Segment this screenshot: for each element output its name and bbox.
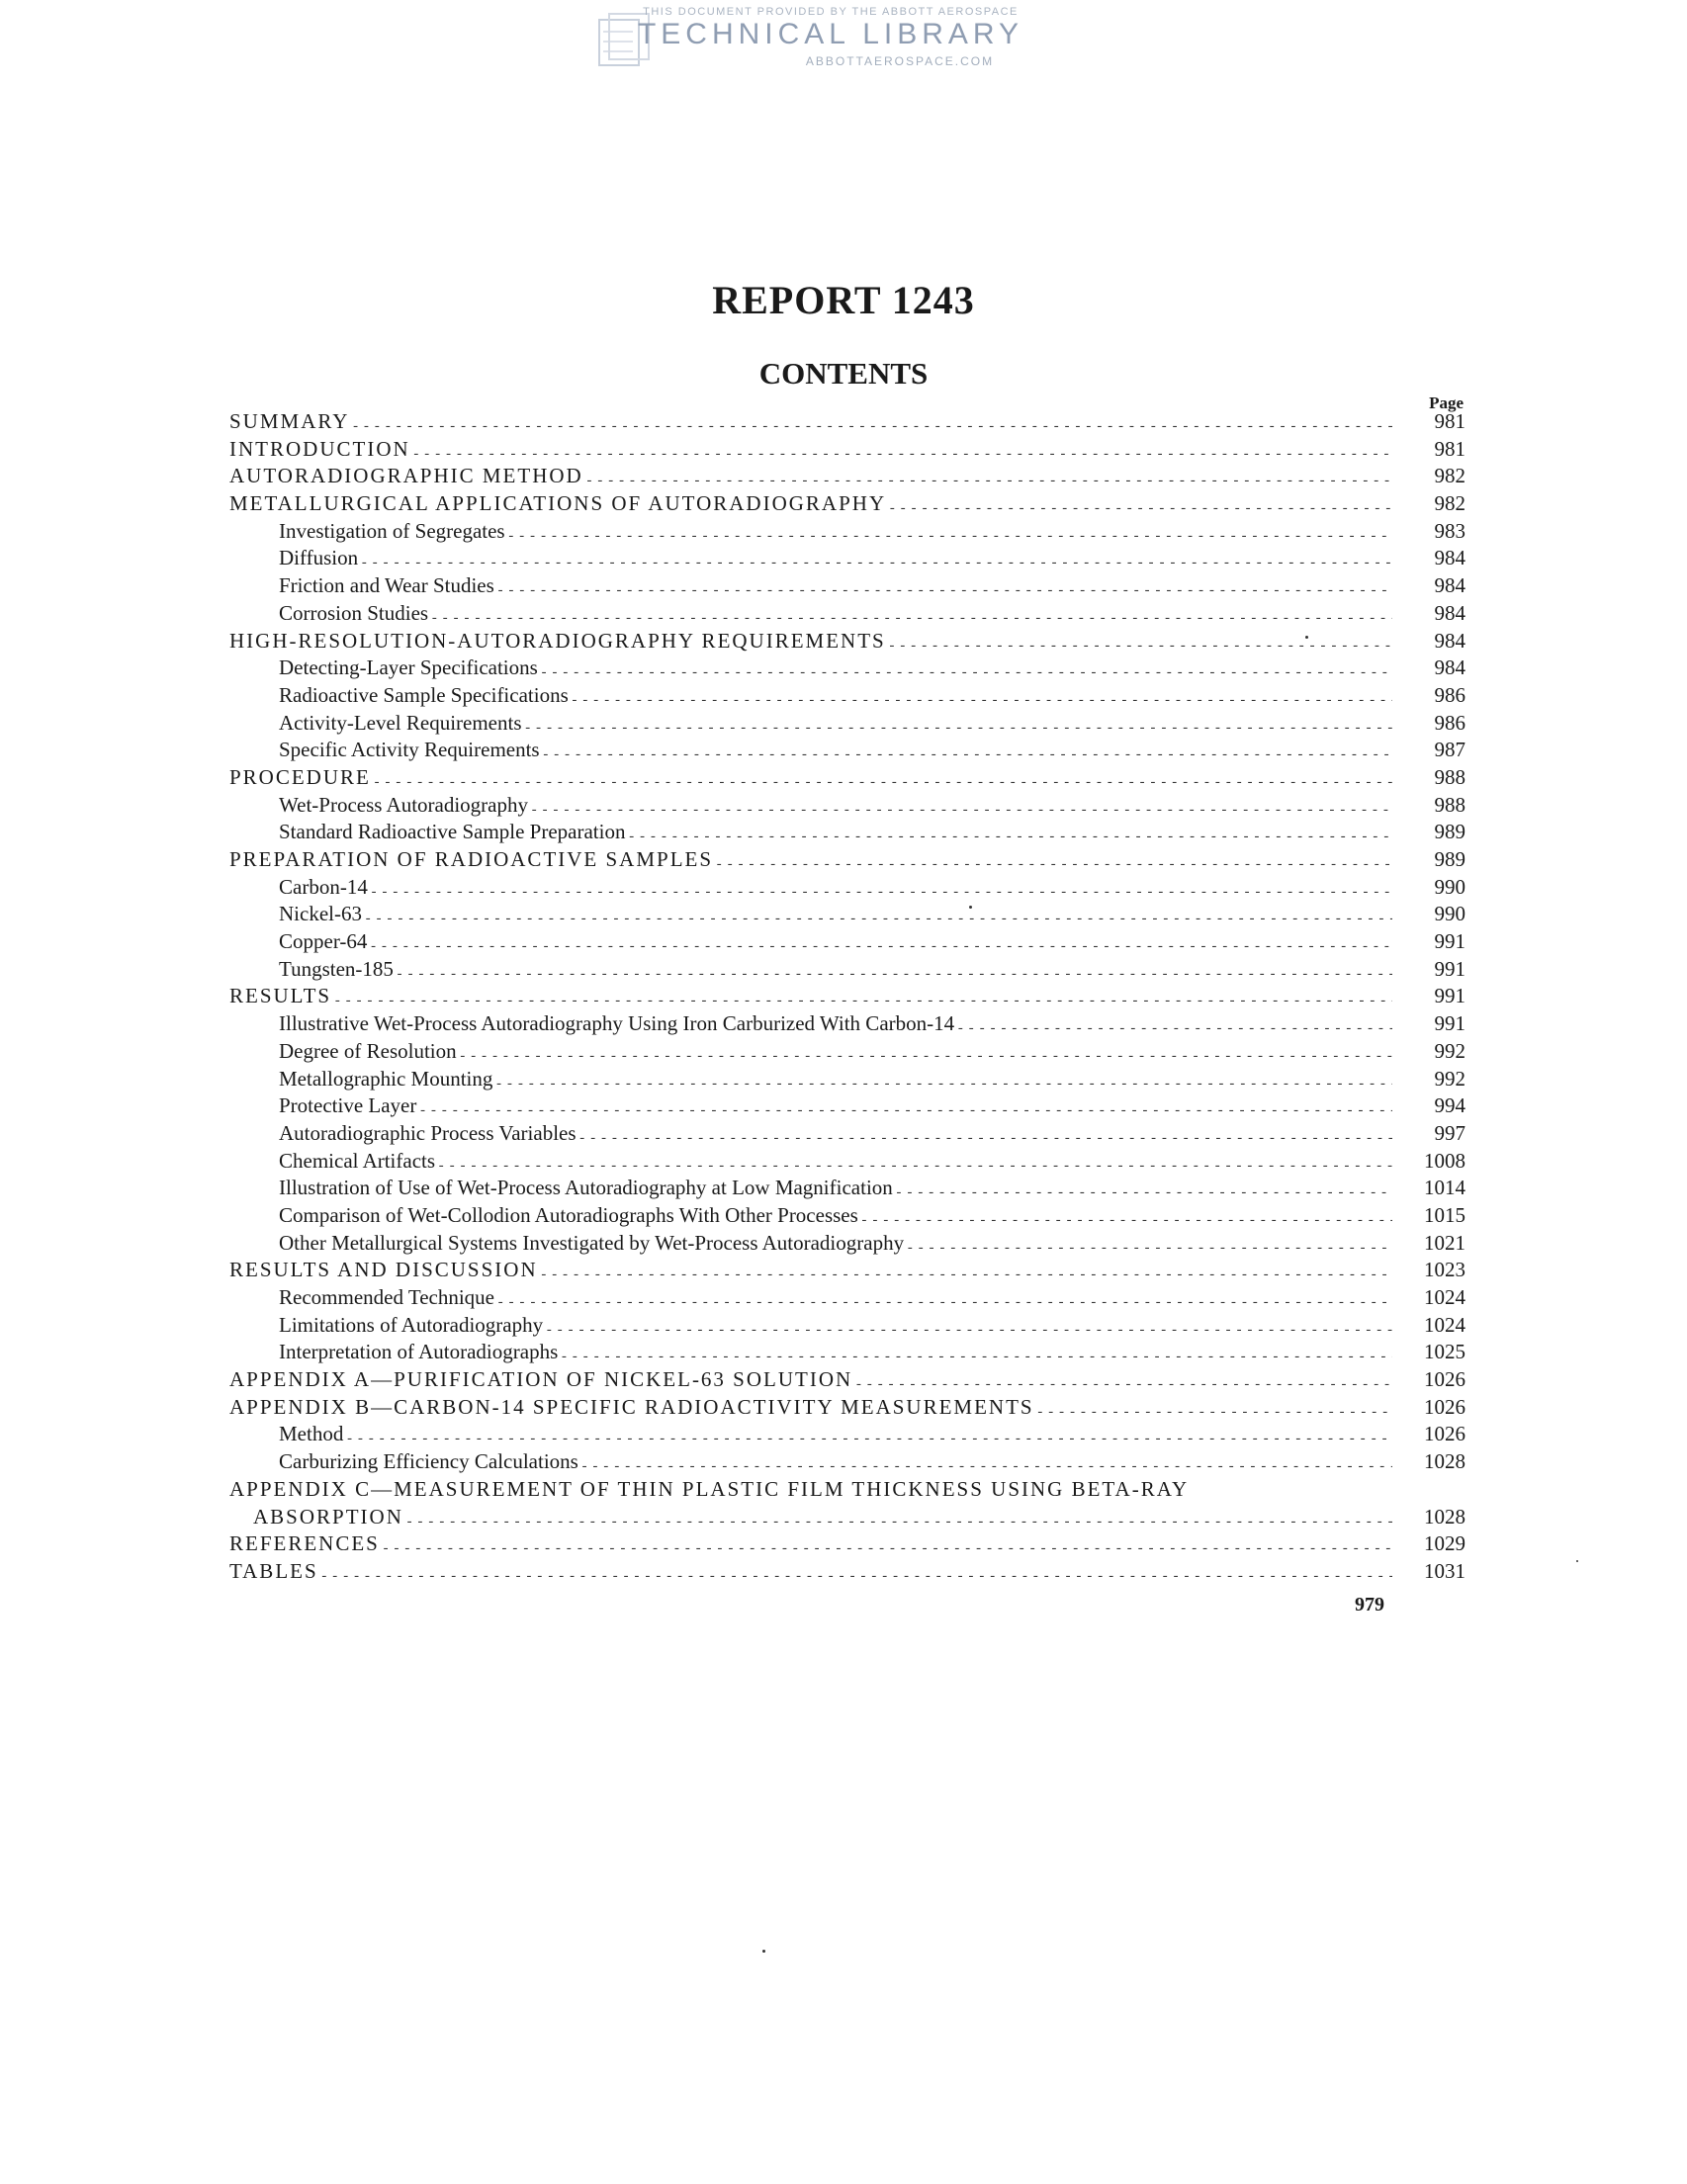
toc-entry-page: 991 bbox=[1434, 956, 1465, 981]
toc-entry-page: 1026 bbox=[1424, 1422, 1465, 1446]
toc-entry bbox=[229, 820, 1465, 847]
toc-entry-page: 1029 bbox=[1424, 1531, 1465, 1556]
toc-entry bbox=[229, 464, 1465, 491]
toc-entry-page: 988 bbox=[1434, 792, 1465, 817]
toc-entry-page: 986 bbox=[1434, 682, 1465, 707]
report-title: REPORT 1243 bbox=[712, 278, 975, 322]
toc-leader bbox=[860, 1213, 1392, 1229]
toc-entry-page: 1028 bbox=[1424, 1504, 1465, 1529]
toc-leader bbox=[437, 1159, 1392, 1175]
toc-entry-page: 1026 bbox=[1424, 1394, 1465, 1419]
toc-entry-title: TABLES bbox=[229, 1558, 318, 1583]
toc-entry-page: 1014 bbox=[1424, 1176, 1465, 1200]
toc-entry-title: APPENDIX B—CARBON-14 SPECIFIC RADIOACTIVITY MEASUREMENTS bbox=[229, 1394, 1034, 1419]
toc-entry bbox=[229, 1340, 1465, 1367]
toc-leader bbox=[396, 967, 1392, 983]
toc-entry bbox=[229, 738, 1465, 765]
toc-leader bbox=[524, 721, 1392, 737]
toc-entry bbox=[229, 957, 1465, 985]
toc-entry bbox=[229, 683, 1465, 711]
toc-entry-page: 991 bbox=[1434, 984, 1465, 1008]
toc-entry-page: 982 bbox=[1434, 491, 1465, 516]
toc-entry bbox=[229, 1559, 1465, 1587]
toc-leader bbox=[545, 1323, 1392, 1339]
toc-leader bbox=[888, 501, 1392, 517]
watermark-header bbox=[593, 2, 1068, 71]
toc-entry-title: RESULTS bbox=[229, 984, 332, 1008]
toc-entry-title: Specific Activity Requirements bbox=[279, 738, 540, 762]
toc-entry-page: 984 bbox=[1434, 600, 1465, 625]
toc-entry-page: 984 bbox=[1434, 628, 1465, 653]
toc-entry-title: Limitations of Autoradiography bbox=[279, 1312, 544, 1337]
toc-entry-title: INTRODUCTION bbox=[229, 436, 410, 461]
scan-speck bbox=[969, 906, 972, 909]
toc-entry-title: Other Metallurgical Systems Investigated by Wet-Process Autoradiography bbox=[279, 1230, 905, 1255]
toc-entry bbox=[229, 409, 1465, 437]
toc-entry-page: 987 bbox=[1434, 738, 1465, 762]
toc-leader bbox=[351, 419, 1392, 435]
toc-entry bbox=[229, 1258, 1465, 1285]
toc-entry-page: 994 bbox=[1434, 1093, 1465, 1118]
toc-leader bbox=[715, 857, 1392, 873]
toc-leader bbox=[540, 1267, 1392, 1283]
toc-entry-title: Comparison of Wet-Collodion Autoradiographs With Other Processes bbox=[279, 1202, 858, 1227]
toc-entry-title: Metallographic Mounting bbox=[279, 1066, 493, 1091]
toc-entry bbox=[229, 929, 1465, 957]
toc-entry-page: 1028 bbox=[1424, 1449, 1465, 1474]
scan-speck bbox=[1576, 1560, 1578, 1562]
toc-leader bbox=[369, 939, 1392, 955]
toc-entry-page: 989 bbox=[1434, 820, 1465, 844]
toc-entry-page: 988 bbox=[1434, 764, 1465, 789]
toc-entry bbox=[229, 1203, 1465, 1231]
page-number: 979 bbox=[1355, 1594, 1384, 1616]
toc-entry bbox=[229, 1531, 1465, 1559]
toc-entry-page: 991 bbox=[1434, 1011, 1465, 1036]
toc-leader bbox=[888, 639, 1392, 655]
toc-entry-title: Autoradiographic Process Variables bbox=[279, 1120, 577, 1145]
toc-entry bbox=[229, 847, 1465, 875]
toc-entry bbox=[229, 519, 1465, 547]
toc-entry bbox=[229, 875, 1465, 903]
toc-entry bbox=[229, 491, 1465, 519]
toc-entry-title: Wet-Process Autoradiography bbox=[279, 792, 528, 817]
toc-entry bbox=[229, 1367, 1465, 1395]
toc-leader bbox=[578, 1131, 1392, 1147]
toc-leader bbox=[360, 556, 1392, 571]
scan-speck bbox=[762, 1950, 765, 1953]
toc-leader bbox=[494, 1077, 1392, 1092]
watermark-provider-line: THIS DOCUMENT PROVIDED BY THE ABBOTT AEROSPACE bbox=[643, 6, 1019, 18]
toc-entry-title: Interpretation of Autoradiographs bbox=[279, 1340, 559, 1364]
toc-entry-page: 1031 bbox=[1424, 1558, 1465, 1583]
toc-entry-title: Carbon-14 bbox=[279, 874, 368, 899]
toc-leader bbox=[585, 474, 1392, 489]
toc-entry-title: Diffusion bbox=[279, 546, 359, 570]
toc-entry-title: PROCEDURE bbox=[229, 764, 371, 789]
toc-entry-page: 1008 bbox=[1424, 1148, 1465, 1173]
toc-entry bbox=[229, 1422, 1465, 1449]
toc-entry-page: 1025 bbox=[1424, 1340, 1465, 1364]
toc-entry bbox=[229, 1313, 1465, 1341]
toc-leader bbox=[412, 447, 1392, 463]
toc-entry-title: Radioactive Sample Specifications bbox=[279, 682, 569, 707]
toc-entry-title: REFERENCES bbox=[229, 1531, 380, 1556]
toc-entry-title: APPENDIX C—MEASUREMENT OF THIN PLASTIC FILM THICKNESS USING BETA-RAY bbox=[229, 1476, 1190, 1501]
toc-entry bbox=[229, 573, 1465, 601]
toc-entry-title: Method bbox=[279, 1422, 344, 1446]
toc-entry bbox=[229, 1477, 1465, 1505]
toc-entry bbox=[229, 629, 1465, 656]
toc-entry-title: Illustrative Wet-Process Autoradiography Using Iron Carburized With Carbon-14 bbox=[279, 1011, 955, 1036]
toc-leader bbox=[370, 885, 1392, 901]
toc-entry-title: SUMMARY bbox=[229, 409, 350, 433]
toc-entry bbox=[229, 1285, 1465, 1313]
toc-entry bbox=[229, 1449, 1465, 1477]
toc-entry bbox=[229, 793, 1465, 821]
toc-leader bbox=[507, 529, 1392, 545]
toc-leader bbox=[956, 1021, 1392, 1037]
scan-speck bbox=[1305, 636, 1308, 639]
toc-leader bbox=[496, 583, 1392, 599]
toc-entry-page: 1015 bbox=[1424, 1202, 1465, 1227]
toc-entry-title: APPENDIX A—PURIFICATION OF NICKEL-63 SOLUTION bbox=[229, 1367, 853, 1392]
toc-entry-page: 991 bbox=[1434, 929, 1465, 954]
toc-entry bbox=[229, 655, 1465, 683]
toc-entry bbox=[229, 1149, 1465, 1177]
toc-entry-title: Activity-Level Requirements bbox=[279, 710, 522, 735]
toc-entry bbox=[229, 1039, 1465, 1067]
toc-entry-title: Tungsten-185 bbox=[279, 956, 394, 981]
watermark-url: ABBOTTAEROSPACE.COM bbox=[805, 54, 995, 68]
toc-entry bbox=[229, 984, 1465, 1011]
toc-entry-title: Investigation of Segregates bbox=[279, 518, 505, 543]
toc-leader bbox=[530, 803, 1392, 819]
toc-entry bbox=[229, 902, 1465, 929]
toc-entry-page: 984 bbox=[1434, 546, 1465, 570]
toc-entry-page: 990 bbox=[1434, 874, 1465, 899]
toc-leader bbox=[895, 1185, 1392, 1201]
toc-entry-page: 1023 bbox=[1424, 1258, 1465, 1282]
toc-leader bbox=[580, 1459, 1392, 1475]
toc-entry-title: Degree of Resolution bbox=[279, 1038, 457, 1063]
toc-entry-page: 992 bbox=[1434, 1066, 1465, 1091]
toc-entry-title: RESULTS AND DISCUSSION bbox=[229, 1258, 538, 1282]
toc-leader bbox=[459, 1049, 1392, 1065]
toc-entry-title: Friction and Wear Studies bbox=[279, 573, 494, 598]
toc-entry bbox=[229, 601, 1465, 629]
toc-entry-title: Standard Radioactive Sample Preparation bbox=[279, 820, 626, 844]
toc-entry-page: 1026 bbox=[1424, 1367, 1465, 1392]
contents-heading: CONTENTS bbox=[758, 356, 929, 391]
toc-entry-page: 990 bbox=[1434, 902, 1465, 926]
toc-entry bbox=[229, 711, 1465, 739]
toc-entry bbox=[229, 1231, 1465, 1259]
toc-entry-title: PREPARATION OF RADIOACTIVE SAMPLES bbox=[229, 847, 714, 871]
toc-entry-page: 984 bbox=[1434, 573, 1465, 598]
toc-entry-page: 981 bbox=[1434, 436, 1465, 461]
toc-entry-page: 981 bbox=[1434, 409, 1465, 433]
toc-entry-title: HIGH-RESOLUTION-AUTORADIOGRAPHY REQUIREMENTS bbox=[229, 628, 886, 653]
toc-entry-title: METALLURGICAL APPLICATIONS OF AUTORADIOGRAPHY bbox=[229, 491, 887, 516]
toc-entry bbox=[229, 1011, 1465, 1039]
toc-entry-title: Illustration of Use of Wet-Process Autoradiography at Low Magnification bbox=[279, 1176, 893, 1200]
toc-entry bbox=[229, 1176, 1465, 1203]
toc-leader bbox=[571, 693, 1392, 709]
toc-entry bbox=[229, 1067, 1465, 1094]
toc-entry-page: 983 bbox=[1434, 518, 1465, 543]
toc-leader bbox=[854, 1377, 1392, 1393]
toc-leader bbox=[333, 994, 1392, 1009]
toc-entry-page: 1024 bbox=[1424, 1312, 1465, 1337]
toc-entry bbox=[229, 765, 1465, 793]
toc-leader bbox=[364, 912, 1392, 927]
toc-entry bbox=[229, 1505, 1465, 1532]
toc-entry-title: Protective Layer bbox=[279, 1093, 417, 1118]
table-of-contents bbox=[229, 409, 1465, 1587]
toc-leader bbox=[418, 1103, 1392, 1119]
toc-entry-page: 989 bbox=[1434, 847, 1465, 871]
toc-entry bbox=[229, 437, 1465, 465]
toc-entry-page: 1024 bbox=[1424, 1285, 1465, 1309]
toc-entry-title: Copper-64 bbox=[279, 929, 368, 954]
toc-entry-page: 986 bbox=[1434, 710, 1465, 735]
toc-entry bbox=[229, 546, 1465, 573]
toc-leader bbox=[373, 775, 1392, 791]
toc-entry-title: Carburizing Efficiency Calculations bbox=[279, 1449, 578, 1474]
toc-entry-page: 1021 bbox=[1424, 1230, 1465, 1255]
toc-leader bbox=[430, 611, 1392, 627]
toc-leader bbox=[382, 1541, 1392, 1557]
toc-entry-title: Nickel-63 bbox=[279, 902, 362, 926]
toc-entry bbox=[229, 1093, 1465, 1121]
toc-leader bbox=[345, 1432, 1392, 1447]
toc-leader bbox=[1036, 1405, 1392, 1421]
toc-leader bbox=[405, 1515, 1392, 1530]
toc-entry-page: 982 bbox=[1434, 464, 1465, 488]
toc-leader bbox=[627, 830, 1392, 845]
toc-entry-page: 997 bbox=[1434, 1120, 1465, 1145]
toc-entry-page: 984 bbox=[1434, 655, 1465, 680]
toc-entry-title: Chemical Artifacts bbox=[279, 1148, 436, 1173]
toc-leader bbox=[542, 747, 1392, 763]
watermark-library-name: TECHNICAL LIBRARY bbox=[637, 18, 1024, 50]
page-column-header: Page bbox=[1429, 393, 1464, 412]
toc-entry-title: Recommended Technique bbox=[279, 1285, 494, 1309]
toc-entry bbox=[229, 1395, 1465, 1423]
toc-entry-title: AUTORADIOGRAPHIC METHOD bbox=[229, 464, 583, 488]
toc-leader bbox=[320, 1569, 1392, 1585]
toc-entry-page: 992 bbox=[1434, 1038, 1465, 1063]
toc-leader bbox=[906, 1241, 1392, 1257]
toc-entry bbox=[229, 1121, 1465, 1149]
toc-leader bbox=[540, 665, 1392, 681]
toc-entry-title: Detecting-Layer Specifications bbox=[279, 655, 538, 680]
toc-leader bbox=[560, 1350, 1392, 1365]
toc-leader bbox=[496, 1295, 1392, 1311]
toc-entry-title: Corrosion Studies bbox=[279, 600, 429, 625]
toc-entry-title: ABSORPTION bbox=[253, 1504, 403, 1529]
